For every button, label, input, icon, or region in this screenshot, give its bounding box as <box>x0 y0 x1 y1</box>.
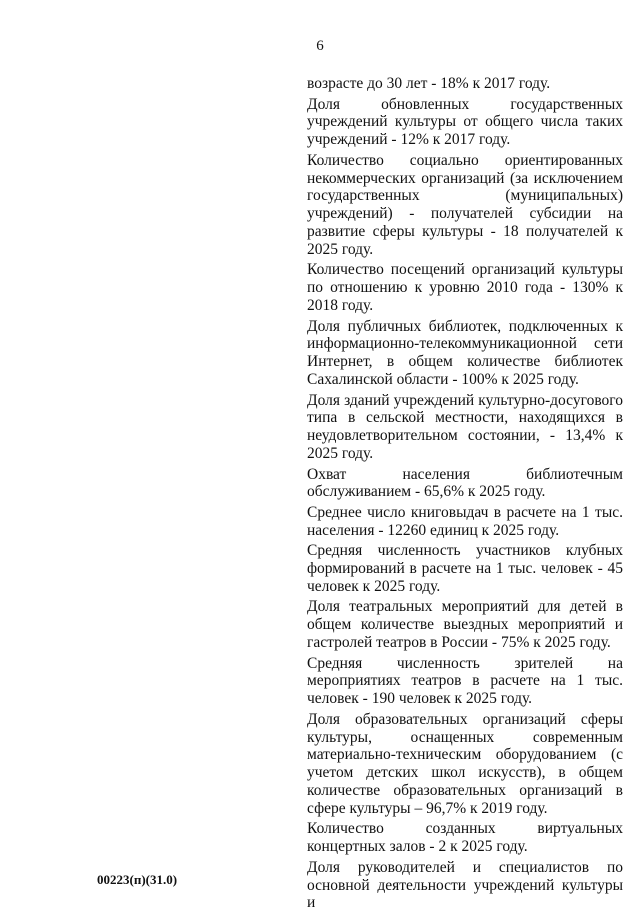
document-code: 00223(п)(31.0) <box>97 872 178 887</box>
paragraph: Количество созданных виртуальных концертных залов - 2 к 2025 году. <box>307 820 623 856</box>
paragraph: Среднее число книговыдач в расчете на 1 тыс. населения - 12260 единиц к 2025 году. <box>307 503 623 539</box>
paragraph: Средняя численность участников клубных формирований в расчете на 1 тыс. человек - 45 человек к 2025 году. <box>307 542 623 595</box>
paragraph: Доля театральных мероприятий для детей в общем количестве выездных мероприятий и гастролей театров в России - 75% к 2025 году. <box>307 598 623 652</box>
paragraph: возрасте до 30 лет - 18% к 2017 году. <box>307 75 551 92</box>
paragraph: Доля обновленных государственных учреждений культуры от общего числа таких учреждений - 12% к 2017 году. <box>307 95 623 149</box>
paragraph: Доля публичных библиотек, подключенных к информационно-телекоммуникационной сети Интернет, в общем количестве библиотек Сахалинской области - 100% к 2025 году. <box>307 317 623 388</box>
paragraph: Доля руководителей и специалистов по основной деятельности учреждений культуры и <box>307 858 623 912</box>
paragraph: Доля образовательных организаций сферы культуры, оснащенных современным материально-техническим оборудованием (с учетом детских школ искусств), в общем количестве образовательных организаций в сфере культуры – 96,7% к 2019 году. <box>307 710 623 817</box>
paragraph: Количество социально ориентированных некоммерческих организаций (за исключением государственных (муниципальных) учреждений) - получателей субсидии на развитие сферы культуры - 18 получателей к 2025 году. <box>307 151 623 258</box>
paragraph: Средняя численность зрителей на мероприятиях театров в расчете на 1 тыс. человек - 190 человек к 2025 году. <box>307 654 623 708</box>
page-number: 6 <box>316 38 324 54</box>
document-body <box>307 75 623 915</box>
paragraph: Доля зданий учреждений культурно-досугового типа в сельской местности, находящихся в неудовлетворительном состоянии, - 13,4% к 2025 году. <box>307 391 623 462</box>
paragraph: Охват населения библиотечным обслуживанием - 65,6% к 2025 году. <box>307 465 623 501</box>
paragraph: Количество посещений организаций культуры по отношению к уровню 2010 года - 130% к 2018 году. <box>307 261 623 314</box>
